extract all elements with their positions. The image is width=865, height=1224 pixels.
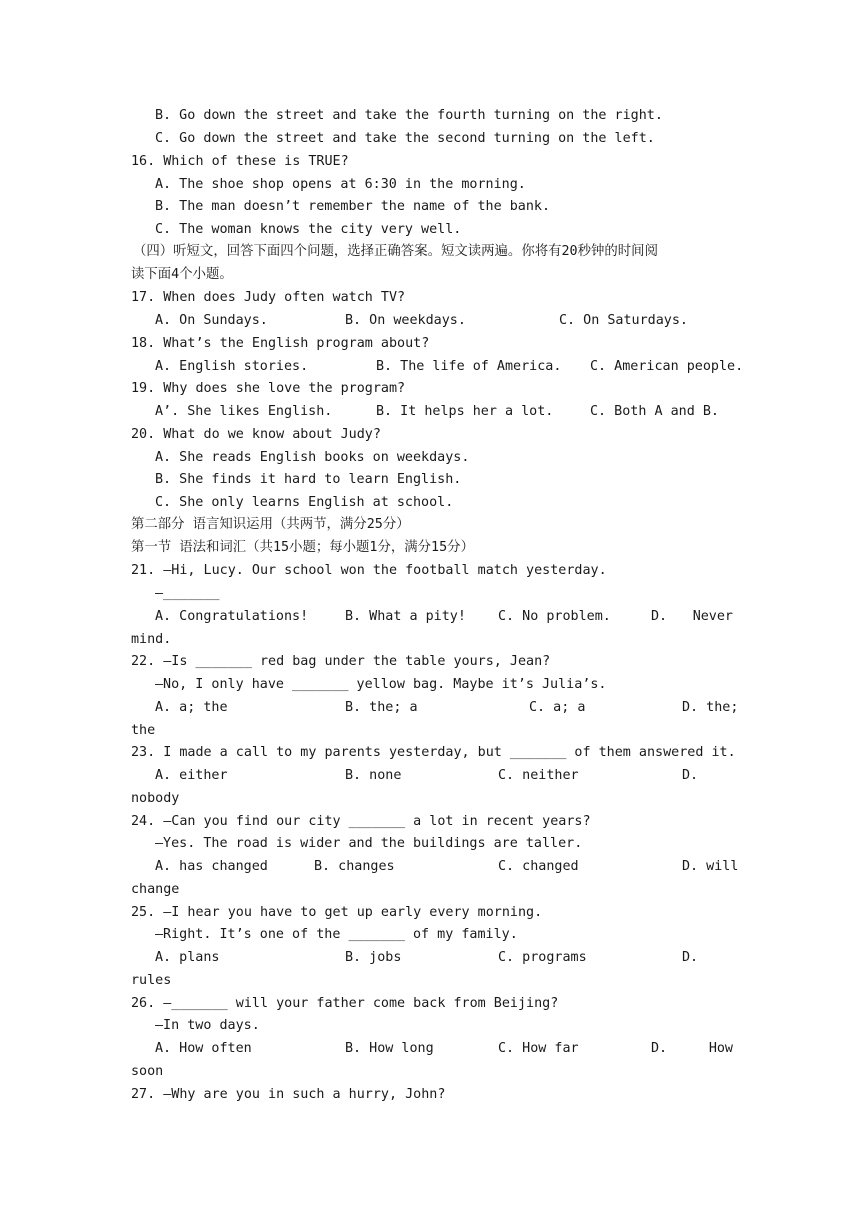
q19-question: 19. Why does she love the program?: [131, 381, 406, 396]
q26-option-d-text: How: [708, 1041, 733, 1056]
q23-option-d-wrap: nobody: [131, 791, 180, 806]
q20-option-b: B. She finds it hard to learn English.: [155, 472, 462, 487]
q24-option-a: A. has changed: [155, 859, 268, 874]
q23-option-d: D.: [682, 768, 699, 783]
q26-option-a: A. How often: [155, 1041, 252, 1056]
q25-reply: —Right. It’s one of the _______ of my family.: [155, 927, 518, 942]
q25-option-d: D.: [682, 950, 699, 965]
q23-option-c: C. neither: [498, 768, 579, 783]
q20-option-a: A. She reads English books on weekdays.: [155, 450, 470, 465]
q17-option-c: C. On Saturdays.: [559, 313, 688, 328]
section4-instruction-line2: 读下面4个小题。: [131, 267, 233, 282]
q17-option-b: B. On weekdays.: [345, 313, 466, 328]
q23-option-b: B. none: [345, 768, 402, 783]
part2-title: 第二部分 语言知识运用（共两节，满分25分）: [131, 517, 410, 532]
q25-question: 25. —I hear you have to get up early every morning.: [131, 905, 543, 920]
q16-option-c: C. The woman knows the city very well.: [155, 222, 462, 237]
q21-option-d-wrap: mind.: [131, 632, 172, 647]
q18-option-a: A. English stories.: [155, 359, 309, 374]
part2-section1-title: 第一节 语法和词汇（共15小题；每小题1分，满分15分）: [131, 540, 474, 555]
q24-option-d: D. will: [682, 859, 739, 874]
q26-question: 26. —_______ will your father come back from Beijing?: [131, 996, 559, 1011]
q23-question: 23. I made a call to my parents yesterday, but _______ of them answered it.: [131, 745, 736, 760]
q21-option-d-letter: D.: [651, 609, 668, 624]
q26-option-d-letter: D.: [651, 1041, 668, 1056]
q22-option-d: D. the;: [682, 700, 739, 715]
q20-question: 20. What do we know about Judy?: [131, 427, 381, 442]
section4-instruction-line1: （四）听短文，回答下面四个问题，选择正确答案。短文读两遍。你将有20秒钟的时间阅: [133, 244, 658, 259]
q23-option-a: A. either: [155, 768, 228, 783]
q21-reply: —_______: [155, 586, 220, 601]
q26-option-c: C. How far: [498, 1041, 579, 1056]
q16-option-b: B. The man doesn’t remember the name of the bank.: [155, 199, 551, 214]
q19-option-b: B. It helps her a lot.: [376, 404, 554, 419]
q25-option-b: B. jobs: [345, 950, 402, 965]
q21-option-c: C. No problem.: [498, 609, 611, 624]
q26-option-d-wrap: soon: [131, 1064, 164, 1079]
q22-option-b: B. the; a: [345, 700, 418, 715]
q15-option-c: C. Go down the street and take the second turning on the left.: [155, 131, 655, 146]
q19-option-c: C. Both A and B.: [590, 404, 719, 419]
q24-option-b: B. changes: [314, 859, 395, 874]
q26-reply: —In two days.: [155, 1018, 260, 1033]
q18-option-c: C. American people.: [590, 359, 744, 374]
q22-option-d-wrap: the: [131, 723, 156, 738]
q17-option-a: A. On Sundays.: [155, 313, 268, 328]
q16-option-a: A. The shoe shop opens at 6:30 in the morning.: [155, 177, 526, 192]
q21-question: 21. —Hi, Lucy. Our school won the football match yesterday.: [131, 563, 607, 578]
q19-option-a: A’. She likes English.: [155, 404, 333, 419]
q27-question: 27. —Why are you in such a hurry, John?: [131, 1087, 446, 1102]
q22-option-a: A. a; the: [155, 700, 228, 715]
q24-question: 24. —Can you find our city _______ a lot in recent years?: [131, 814, 591, 829]
q25-option-a: A. plans: [155, 950, 220, 965]
q17-question: 17. When does Judy often watch TV?: [131, 290, 406, 305]
q24-reply: —Yes. The road is wider and the buildings are taller.: [155, 836, 583, 851]
q21-option-a: A. Congratulations!: [155, 609, 309, 624]
q25-option-d-wrap: rules: [131, 973, 172, 988]
q18-question: 18. What’s the English program about?: [131, 336, 430, 351]
q22-question: 22. —Is _______ red bag under the table yours, Jean?: [131, 654, 551, 669]
q24-option-d-wrap: change: [131, 882, 180, 897]
q24-option-c: C. changed: [498, 859, 579, 874]
q15-option-b: B. Go down the street and take the fourth turning on the right.: [155, 108, 663, 123]
q21-option-b: B. What a pity!: [345, 609, 466, 624]
q22-option-c: C. a; a: [529, 700, 586, 715]
q21-option-d-text: Never: [692, 609, 733, 624]
q25-option-c: C. programs: [498, 950, 587, 965]
q22-reply: —No, I only have _______ yellow bag. Maybe it’s Julia’s.: [155, 677, 607, 692]
q20-option-c: C. She only learns English at school.: [155, 495, 454, 510]
q18-option-b: B. The life of America.: [376, 359, 562, 374]
q16-question: 16. Which of these is TRUE?: [131, 154, 349, 169]
q26-option-b: B. How long: [345, 1041, 434, 1056]
